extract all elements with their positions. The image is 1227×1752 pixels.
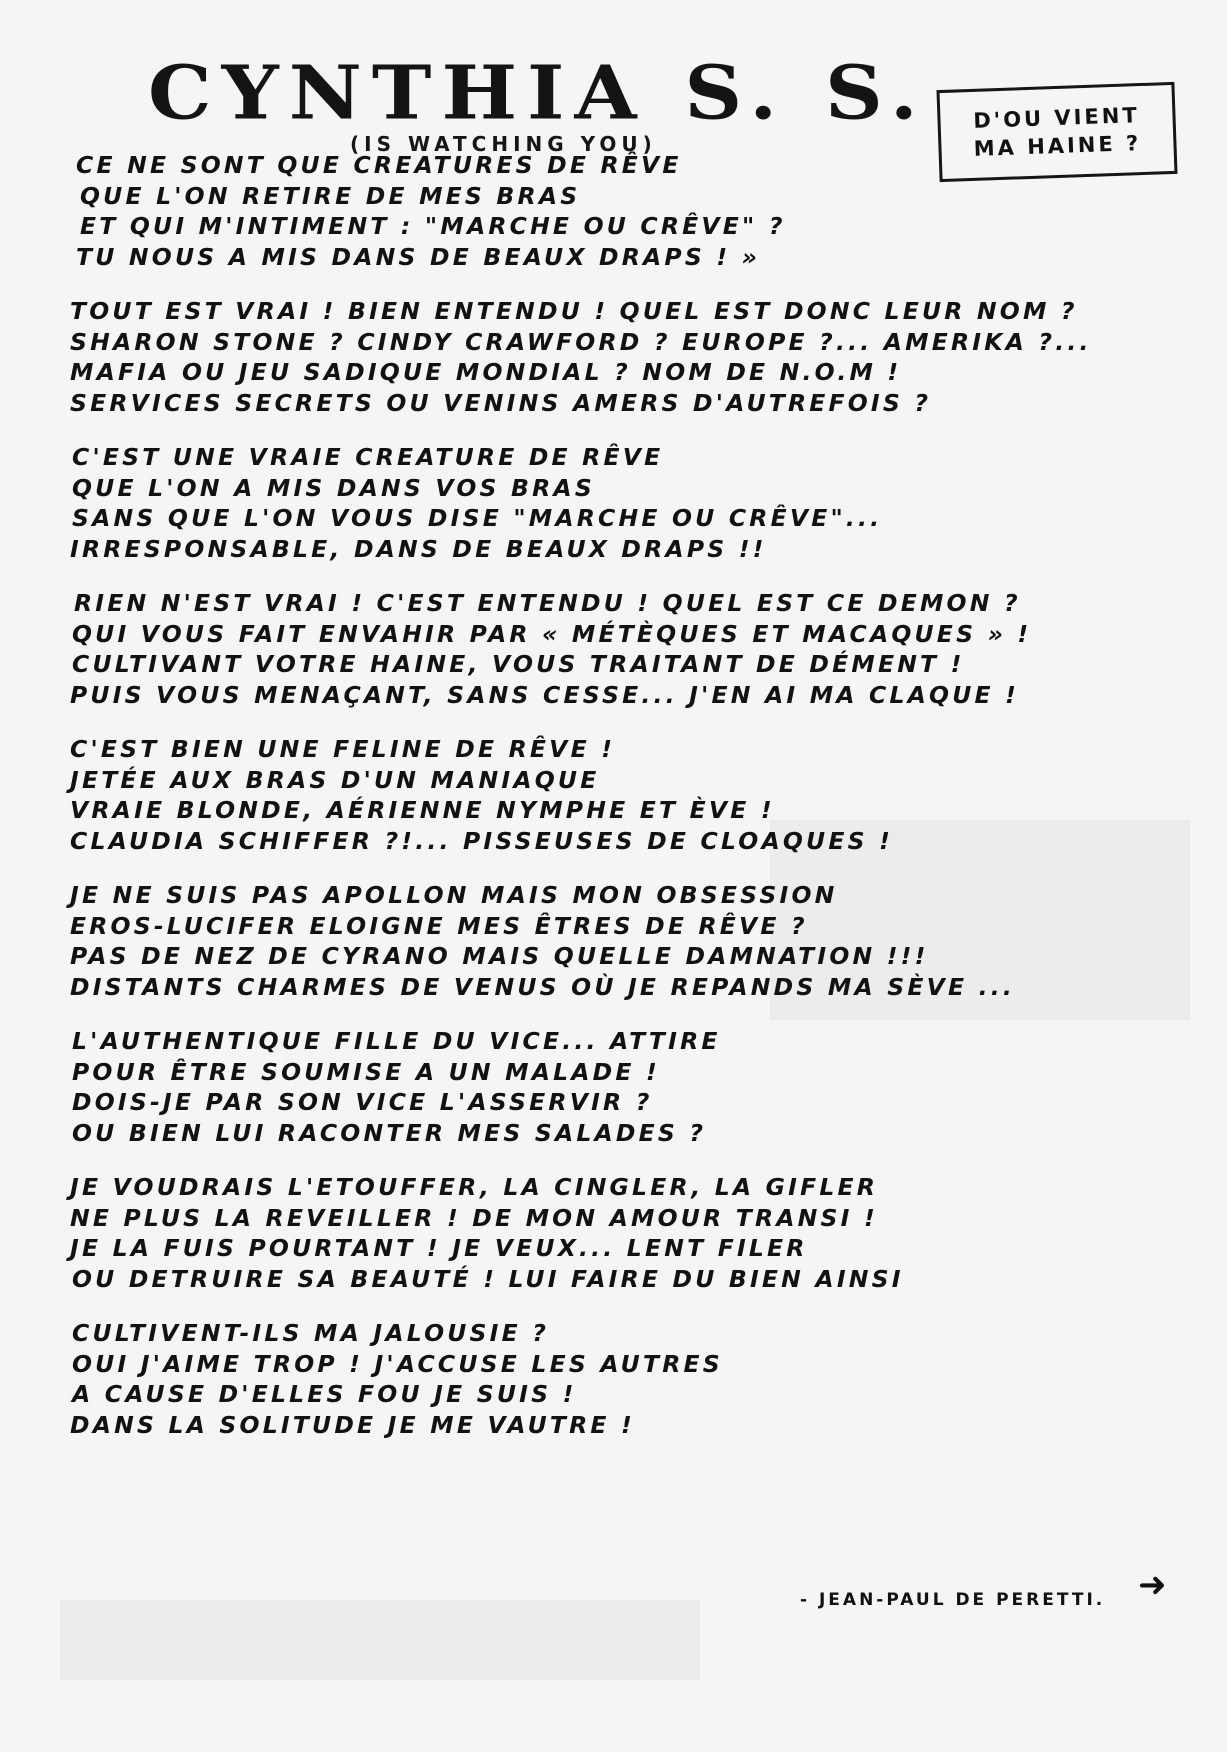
poem-line: C'EST UNE VRAIE CREATURE DE RÊVE: [72, 443, 664, 471]
poem-line: PAS DE NEZ DE CYRANO MAIS QUELLE DAMNATION !!!: [70, 942, 929, 970]
poem-stanza: [60, 1318, 1170, 1440]
poem-line: PUIS VOUS MENAÇANT, SANS CESSE... J'EN AI MA CLAQUE !: [70, 680, 1020, 709]
question-box-line-1: D'OU VIENT: [972, 102, 1141, 133]
poem-stanza: [60, 880, 1170, 1002]
page-subtitle: (IS WATCHING YOU): [350, 132, 657, 156]
poem-stanza: [60, 1026, 1170, 1148]
poem-line: POUR ÊTRE SOUMISE A UN MALADE !: [72, 1057, 660, 1086]
poem-line: CLAUDIA SCHIFFER ?!... PISSEUSES DE CLOAQUES !: [70, 826, 894, 855]
arrow-right-icon: ➜: [1138, 1565, 1167, 1605]
bleed-through-shape: [60, 1600, 700, 1680]
poem-line: JE NE SUIS PAS APOLLON MAIS MON OBSESSION: [70, 881, 838, 909]
poem-stanza: [60, 296, 1170, 418]
poem-line: QUE L'ON RETIRE DE MES BRAS: [80, 181, 581, 210]
poem-stanza: [60, 442, 1170, 564]
poem-line: CULTIVENT-ILS MA JALOUSIE ?: [72, 1319, 550, 1347]
page-title: CYNTHIA S. S.: [148, 49, 928, 137]
poem-line: RIEN N'EST VRAI ! C'EST ENTENDU ! QUEL EST CE DEMON ?: [74, 589, 1021, 617]
poem-stanza: [60, 734, 1170, 856]
poem-line: IRRESPONSABLE, DANS DE BEAUX DRAPS !!: [70, 534, 767, 563]
poem-line: SANS QUE L'ON VOUS DISE "MARCHE OU CRÊVE"...: [72, 504, 883, 532]
poem-stanza: [60, 588, 1170, 710]
poem-line: MAFIA OU JEU SADIQUE MONDIAL ? NOM DE N.O.M !: [70, 358, 902, 386]
poem-line: DISTANTS CHARMES DE VENUS OÙ JE REPANDS MA SÈVE ...: [70, 972, 1015, 1001]
poem-stanza: [60, 150, 1170, 272]
poem-line: JETÉE AUX BRAS D'UN MANIAQUE: [70, 765, 600, 794]
poem-line: L'AUTHENTIQUE FILLE DU VICE... ATTIRE: [72, 1027, 721, 1055]
question-box-line-2: MA HAINE ?: [973, 131, 1142, 161]
poem-line: TU NOUS A MIS DANS DE BEAUX DRAPS ! »: [76, 242, 761, 271]
poem-line: CULTIVANT VOTRE HAINE, VOUS TRAITANT DE DÉMENT !: [72, 650, 965, 678]
signature: - JEAN-PAUL DE PERETTI.: [800, 1590, 1106, 1610]
poem-line: SERVICES SECRETS OU VENINS AMERS D'AUTREFOIS ?: [70, 388, 932, 417]
poem-line: VRAIE BLONDE, AÉRIENNE NYMPHE ET ÈVE !: [70, 796, 775, 824]
poem-line: QUE L'ON A MIS DANS VOS BRAS: [72, 473, 595, 502]
poem-line: TOUT EST VRAI ! BIEN ENTENDU ! QUEL EST DONC LEUR NOM ?: [70, 297, 1078, 325]
poem-line: OU BIEN LUI RACONTER MES SALADES ?: [72, 1118, 707, 1147]
poem-line: A CAUSE D'ELLES FOU JE SUIS !: [72, 1380, 577, 1408]
poem-line: OU DETRUIRE SA BEAUTÉ ! LUI FAIRE DU BIEN AINSI: [72, 1264, 904, 1293]
poem-line: JE VOUDRAIS L'ETOUFFER, LA CINGLER, LA GIFLER: [70, 1173, 879, 1201]
poem-line: EROS-LUCIFER ELOIGNE MES ÊTRES DE RÊVE ?: [70, 911, 808, 940]
poem-line: ET QUI M'INTIMENT : "MARCHE OU CRÊVE" ?: [80, 212, 786, 240]
poem-line: OUI J'AIME TROP ! J'ACCUSE LES AUTRES: [72, 1349, 723, 1378]
poem-line: CE NE SONT QUE CREATURES DE RÊVE: [76, 151, 682, 179]
poem-body: [60, 150, 1170, 1464]
poem-line: C'EST BIEN UNE FELINE DE RÊVE !: [70, 735, 616, 763]
poem-line: DOIS-JE PAR SON VICE L'ASSERVIR ?: [72, 1088, 653, 1116]
poem-line: SHARON STONE ? CINDY CRAWFORD ? EUROPE ?... AMERIKA ?...: [70, 327, 1092, 356]
poem-line: NE PLUS LA REVEILLER ! DE MON AMOUR TRANSI !: [70, 1203, 878, 1232]
poem-line: JE LA FUIS POURTANT ! JE VEUX... LENT FILER: [70, 1234, 808, 1262]
poem-stanza: [60, 1172, 1170, 1294]
poem-line: QUI VOUS FAIT ENVAHIR PAR « MÉTÈQUES ET MACAQUES » !: [72, 619, 1032, 648]
poem-line: DANS LA SOLITUDE JE ME VAUTRE !: [70, 1410, 635, 1439]
